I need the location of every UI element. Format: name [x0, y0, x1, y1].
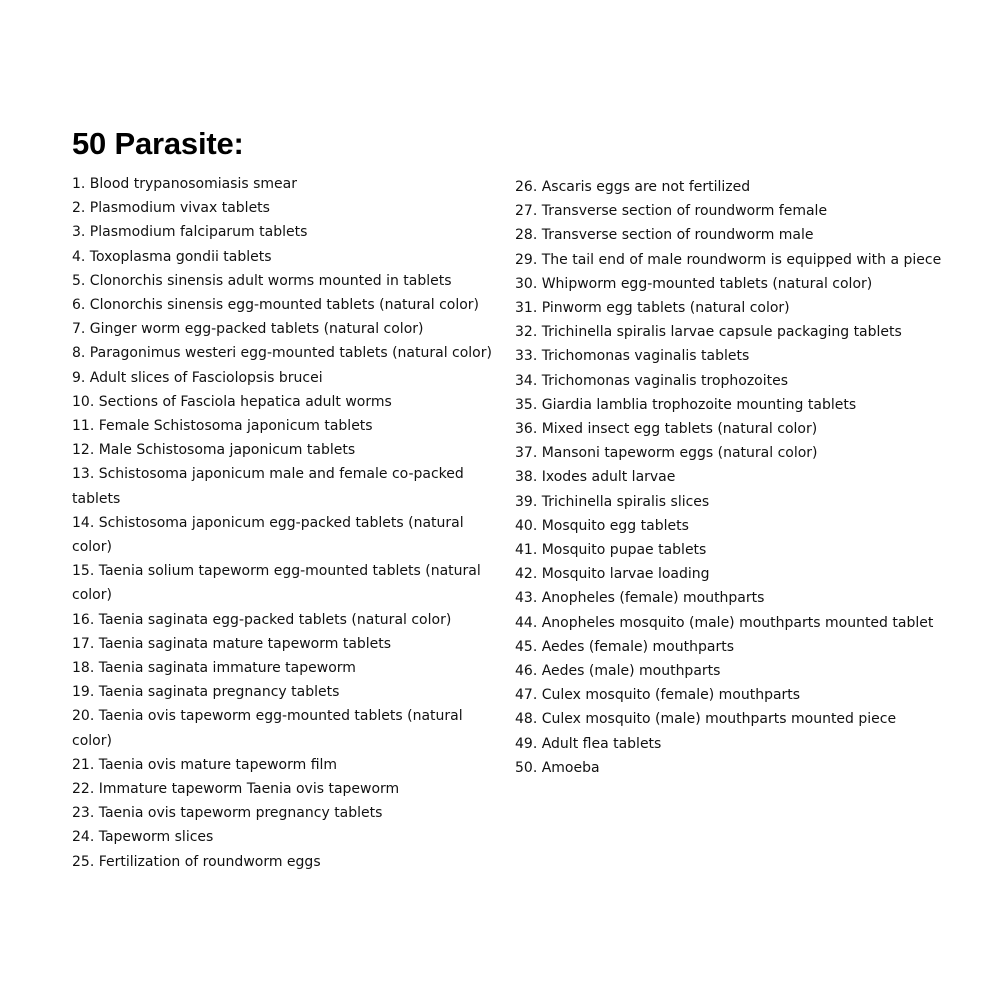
list-item: 33. Trichomonas vaginalis tablets [515, 348, 750, 365]
list-item: 40. Mosquito egg tablets [515, 517, 689, 534]
list-item: 12. Male Schistosoma japonicum tablets [72, 442, 356, 459]
list-item: 42. Mosquito larvae loading [515, 566, 710, 583]
list-item: 45. Aedes (female) mouthparts [515, 638, 734, 655]
parasite-list-left [72, 172, 492, 874]
list-item: 13. Schistosoma japonicum male and female co-packed tablets [72, 466, 464, 507]
list-item: 22. Immature tapeworm Taenia ovis tapeworm [72, 781, 400, 798]
list-item: 26. Ascaris eggs are not fertilized [515, 179, 751, 195]
list-item: 39. Trichinella spiralis slices [515, 493, 710, 510]
list-item: 14. Schistosoma japonicum egg-packed tablets (natural color) [72, 514, 464, 556]
list-item: 17. Taenia saginata mature tapeworm tablets [72, 635, 392, 652]
list-item: 2. Plasmodium vivax tablets [72, 200, 270, 217]
list-item: 3. Plasmodium falciparum tablets [72, 224, 308, 241]
list-item: 9. Adult slices of Fasciolopsis brucei [72, 369, 323, 386]
list-item: 25. Fertilization of roundworm eggs [72, 853, 321, 870]
list-item: 36. Mixed insect egg tablets (natural color) [515, 421, 818, 438]
list-item: 24. Tapeworm slices [72, 829, 214, 846]
list-item: 23. Taenia ovis tapeworm pregnancy tablets [72, 805, 383, 822]
list-item: 30. Whipworm egg-mounted tablets (natural color) [515, 275, 873, 292]
parasite-list-right [515, 175, 942, 780]
list-item: 11. Female Schistosoma japonicum tablets [72, 418, 373, 435]
list-item: 48. Culex mosquito (male) mouthparts mounted piece [515, 711, 897, 728]
list-item: 21. Taenia ovis mature tapeworm film [72, 756, 338, 773]
list-item: 32. Trichinella spiralis larvae capsule packaging tablets [515, 324, 902, 341]
list-item: 35. Giardia lamblia trophozoite mounting tablets [515, 396, 857, 413]
list-item: 27. Transverse section of roundworm female [515, 203, 828, 220]
list-item: 7. Ginger worm egg-packed tablets (natural color) [72, 321, 424, 338]
list-item: 47. Culex mosquito (female) mouthparts [515, 687, 801, 704]
list-item: 15. Taenia solium tapeworm egg-mounted tablets (natural color) [72, 563, 481, 604]
list-item: 41. Mosquito pupae tablets [515, 542, 707, 559]
list-item: 6. Clonorchis sinensis egg-mounted tablets (natural color) [72, 297, 480, 314]
list-item: 5. Clonorchis sinensis adult worms mounted in tablets [72, 272, 452, 289]
list-item: 28. Transverse section of roundworm male [515, 227, 814, 244]
list-item: 34. Trichomonas vaginalis trophozoites [515, 372, 789, 389]
list-item: 20. Taenia ovis tapeworm egg-mounted tablets (natural color) [72, 708, 463, 749]
list-item: 4. Toxoplasma gondii tablets [72, 248, 272, 265]
list-item: 50. Amoeba [515, 759, 600, 776]
page-title: 50 Parasite: [72, 126, 244, 161]
list-item: 1. Blood trypanosomiasis smear [72, 176, 297, 192]
list-item: 43. Anopheles (female) mouthparts [515, 590, 765, 607]
list-item: 37. Mansoni tapeworm eggs (natural color) [515, 445, 818, 462]
list-item: 10. Sections of Fasciola hepatica adult worms [72, 393, 392, 410]
list-item: 16. Taenia saginata egg-packed tablets (natural color) [72, 611, 452, 628]
list-item: 46. Aedes (male) mouthparts [515, 663, 721, 680]
list-item: 49. Adult flea tablets [515, 735, 662, 752]
list-item: 8. Paragonimus westeri egg-mounted tablets (natural color) [72, 345, 492, 362]
list-item: 29. The tail end of male roundworm is equipped with a piece [515, 251, 942, 268]
list-item: 19. Taenia saginata pregnancy tablets [72, 684, 340, 701]
list-item: 18. Taenia saginata immature tapeworm [72, 660, 356, 677]
list-item: 38. Ixodes adult larvae [515, 469, 676, 486]
list-item: 44. Anopheles mosquito (male) mouthparts mounted tablet [515, 614, 934, 631]
list-item: 31. Pinworm egg tablets (natural color) [515, 300, 790, 317]
